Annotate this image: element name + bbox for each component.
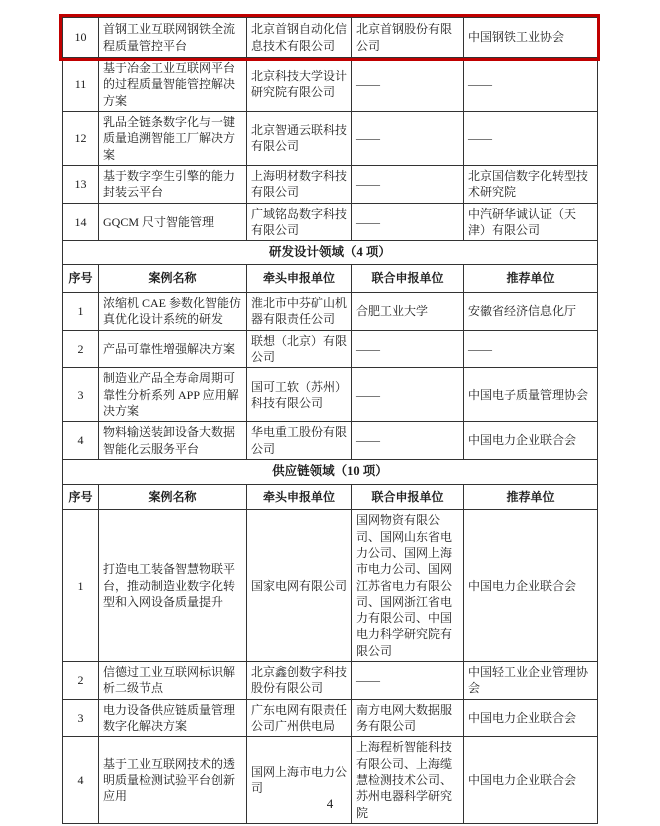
section-title-row bbox=[63, 241, 598, 265]
column-header-recommend: 推荐单位 bbox=[464, 484, 598, 509]
joint-unit-cell: —— bbox=[352, 422, 464, 460]
joint-unit-cell: —— bbox=[352, 203, 464, 241]
lead-unit-cell: 北京科技大学设计研究院有限公司 bbox=[247, 58, 352, 112]
recommend-unit-cell: 中国轻工业企业管理协会 bbox=[464, 662, 598, 700]
lead-unit-cell: 淮北市中芬矿山机器有限责任公司 bbox=[247, 293, 352, 331]
joint-unit-cell: 合肥工业大学 bbox=[352, 293, 464, 331]
column-header-recommend: 推荐单位 bbox=[464, 265, 598, 293]
table-row bbox=[63, 111, 598, 165]
table-row bbox=[63, 165, 598, 203]
recommend-unit-cell: 中国电力企业联合会 bbox=[464, 737, 598, 824]
joint-unit-cell: 南方电网大数据服务有限公司 bbox=[352, 699, 464, 737]
column-header-joint: 联合申报单位 bbox=[352, 484, 464, 509]
column-header-row bbox=[63, 265, 598, 293]
joint-unit-cell: 北京首钢股份有限公司 bbox=[352, 18, 464, 58]
table-row bbox=[63, 510, 598, 662]
column-header-joint: 联合申报单位 bbox=[352, 265, 464, 293]
table-row bbox=[63, 203, 598, 241]
lead-unit-cell: 北京智通云联科技有限公司 bbox=[247, 111, 352, 165]
case-number-cell: 2 bbox=[63, 330, 99, 368]
recommend-unit-cell: —— bbox=[464, 330, 598, 368]
recommend-unit-cell: 中国电力企业联合会 bbox=[464, 422, 598, 460]
case-name-cell: 基于工业互联网技术的透明质量检测试验平台创新应用 bbox=[99, 737, 247, 824]
case-name-cell: 物料输送装卸设备大数据智能化云服务平台 bbox=[99, 422, 247, 460]
recommend-unit-cell: 中国电力企业联合会 bbox=[464, 699, 598, 737]
column-header-name: 案例名称 bbox=[99, 265, 247, 293]
recommend-unit-cell: 安徽省经济信息化厅 bbox=[464, 293, 598, 331]
case-name-cell: 基于冶金工业互联网平台的过程质量智能管控解决方案 bbox=[99, 58, 247, 112]
recommend-unit-cell: —— bbox=[464, 111, 598, 165]
lead-unit-cell: 上海明材数字科技有限公司 bbox=[247, 165, 352, 203]
lead-unit-cell: 北京鑫创数字科技股份有限公司 bbox=[247, 662, 352, 700]
table-row bbox=[63, 293, 598, 331]
table-row bbox=[63, 58, 598, 112]
lead-unit-cell: 国可工软（苏州）科技有限公司 bbox=[247, 368, 352, 422]
column-header-row bbox=[63, 484, 598, 509]
column-header-lead: 牵头申报单位 bbox=[247, 484, 352, 509]
joint-unit-cell: —— bbox=[352, 368, 464, 422]
section-title: 供应链领域（10 项） bbox=[63, 459, 598, 484]
lead-unit-cell: 国家电网有限公司 bbox=[247, 510, 352, 662]
case-number-cell: 10 bbox=[63, 18, 99, 58]
column-header-name: 案例名称 bbox=[99, 484, 247, 509]
recommend-unit-cell: 北京国信数字化转型技术研究院 bbox=[464, 165, 598, 203]
joint-unit-cell: —— bbox=[352, 111, 464, 165]
case-name-cell: 浓缩机 CAE 参数化智能仿真优化设计系统的研发 bbox=[99, 293, 247, 331]
case-number-cell: 3 bbox=[63, 699, 99, 737]
case-number-cell: 13 bbox=[63, 165, 99, 203]
table-row bbox=[63, 422, 598, 460]
joint-unit-cell: —— bbox=[352, 662, 464, 700]
joint-unit-cell: 上海程析智能科技有限公司、上海缆慧检测技术公司、苏州电器科学研究院 bbox=[352, 737, 464, 824]
lead-unit-cell: 国网上海市电力公司 bbox=[247, 737, 352, 824]
table-row bbox=[63, 18, 598, 58]
column-header-lead: 牵头申报单位 bbox=[247, 265, 352, 293]
section-title: 研发设计领域（4 项） bbox=[63, 241, 598, 265]
recommend-unit-cell: 中国钢铁工业协会 bbox=[464, 18, 598, 58]
lead-unit-cell: 北京首钢自动化信息技术有限公司 bbox=[247, 18, 352, 58]
case-number-cell: 3 bbox=[63, 368, 99, 422]
lead-unit-cell: 广域铭岛数字科技有限公司 bbox=[247, 203, 352, 241]
joint-unit-cell: —— bbox=[352, 165, 464, 203]
case-name-cell: 产品可靠性增强解决方案 bbox=[99, 330, 247, 368]
joint-unit-cell: —— bbox=[352, 58, 464, 112]
joint-unit-cell: 国网物资有限公司、国网山东省电力公司、国网上海市电力公司、国网江苏省电力有限公司、国网浙江省电力有限公司、中国电力科学研究院有限公司 bbox=[352, 510, 464, 662]
lead-unit-cell: 联想（北京）有限公司 bbox=[247, 330, 352, 368]
case-number-cell: 11 bbox=[63, 58, 99, 112]
case-number-cell: 2 bbox=[63, 662, 99, 700]
case-number-cell: 4 bbox=[63, 737, 99, 824]
case-name-cell: GQCM 尺寸智能管理 bbox=[99, 203, 247, 241]
case-table bbox=[62, 17, 598, 824]
recommend-unit-cell: —— bbox=[464, 58, 598, 112]
section-title-row bbox=[63, 459, 598, 484]
case-name-cell: 电力设备供应链质量管理数字化解决方案 bbox=[99, 699, 247, 737]
page-number: 4 bbox=[326, 796, 334, 811]
lead-unit-cell: 广东电网有限责任公司广州供电局 bbox=[247, 699, 352, 737]
case-number-cell: 1 bbox=[63, 293, 99, 331]
table-row bbox=[63, 662, 598, 700]
case-number-cell: 1 bbox=[63, 510, 99, 662]
recommend-unit-cell: 中汽研华诚认证（天津）有限公司 bbox=[464, 203, 598, 241]
joint-unit-cell: —— bbox=[352, 330, 464, 368]
case-number-cell: 14 bbox=[63, 203, 99, 241]
case-name-cell: 首钢工业互联网钢铁全流程质量管控平台 bbox=[99, 18, 247, 58]
table-row bbox=[63, 699, 598, 737]
case-number-cell: 4 bbox=[63, 422, 99, 460]
case-name-cell: 乳品全链条数字化与一键质量追溯智能工厂解决方案 bbox=[99, 111, 247, 165]
lead-unit-cell: 华电重工股份有限公司 bbox=[247, 422, 352, 460]
table-row bbox=[63, 368, 598, 422]
case-name-cell: 基于数字孪生引擎的能力封装云平台 bbox=[99, 165, 247, 203]
column-header-no: 序号 bbox=[63, 484, 99, 509]
case-name-cell: 制造业产品全寿命周期可靠性分析系列 APP 应用解决方案 bbox=[99, 368, 247, 422]
recommend-unit-cell: 中国电力企业联合会 bbox=[464, 510, 598, 662]
column-header-no: 序号 bbox=[63, 265, 99, 293]
table-row bbox=[63, 330, 598, 368]
case-name-cell: 打造电工装备智慧物联平台，推动制造业数字化转型和入网设备质量提升 bbox=[99, 510, 247, 662]
case-name-cell: 信德过工业互联网标识解析二级节点 bbox=[99, 662, 247, 700]
case-number-cell: 12 bbox=[63, 111, 99, 165]
recommend-unit-cell: 中国电子质量管理协会 bbox=[464, 368, 598, 422]
